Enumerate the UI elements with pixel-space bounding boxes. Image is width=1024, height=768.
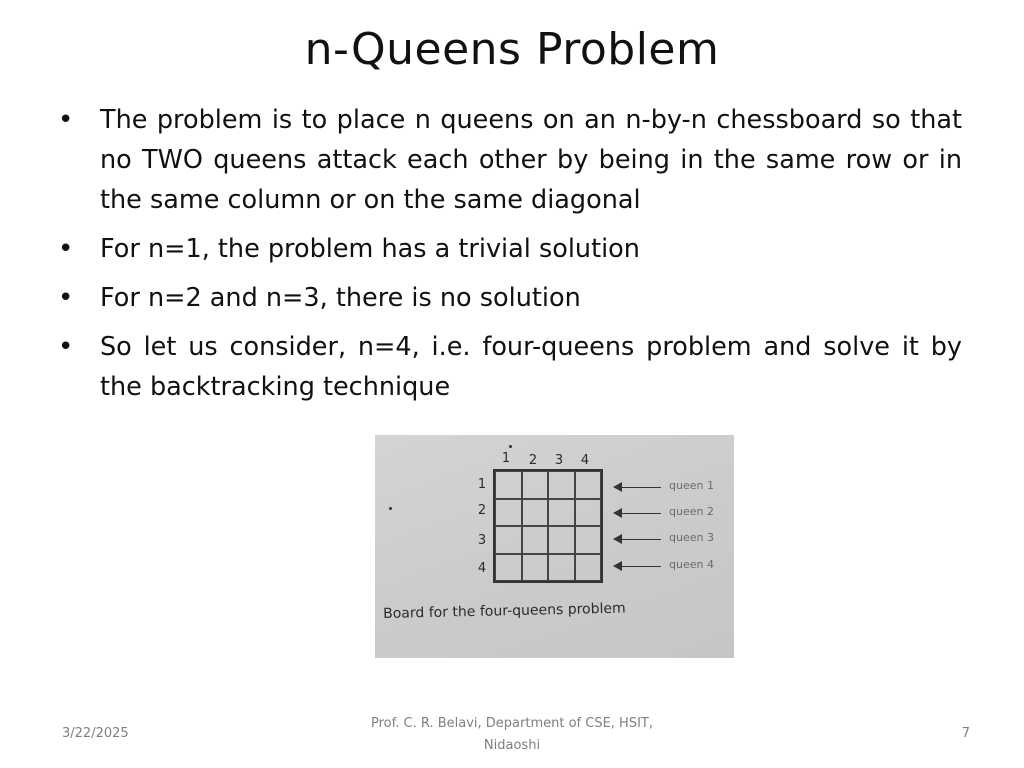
board-cell <box>548 526 575 554</box>
slide-title: n-Queens Problem <box>304 24 720 75</box>
board-cell <box>522 554 549 582</box>
left-arrow-icon <box>615 513 661 514</box>
footer-credit-line-2: Nidaoshi <box>483 738 541 753</box>
row-label-4: 4 <box>477 561 487 576</box>
speck-dot <box>509 445 512 448</box>
figure-caption: Board for the four-queens problem <box>383 600 626 622</box>
footer-credit <box>340 713 684 757</box>
queen-label-3: queen 3 <box>669 531 714 544</box>
bullet-list <box>56 100 962 416</box>
footer-date: 3/22/2025 <box>62 726 129 741</box>
board-cell <box>495 499 522 527</box>
board-cell <box>522 499 549 527</box>
board-cell <box>522 526 549 554</box>
board-cell <box>495 526 522 554</box>
board-cell <box>548 554 575 582</box>
queen-label-1: queen 1 <box>669 479 714 492</box>
four-queens-board-figure <box>375 435 734 658</box>
board-cell <box>495 471 522 499</box>
column-label-2: 2 <box>528 453 538 468</box>
row-label-2: 2 <box>477 503 487 518</box>
column-label-4: 4 <box>580 453 590 468</box>
board-cell <box>575 499 602 527</box>
chessboard-grid <box>493 469 603 583</box>
bullet-n4: • So let us consider, n=4, i.e. four-queens problem and solve it by the backtracking technique <box>56 327 962 407</box>
footer-credit-line-1: Prof. C. R. Belavi, Department of CSE, HSIT, <box>371 716 653 731</box>
board-cell <box>548 471 575 499</box>
left-arrow-icon <box>615 539 661 540</box>
column-label-3: 3 <box>554 453 564 468</box>
board-cell <box>575 526 602 554</box>
board-cell <box>522 471 549 499</box>
bullet-n1: • For n=1, the problem has a trivial solution <box>56 229 962 269</box>
board-cell <box>575 554 602 582</box>
column-label-1: 1 <box>501 451 511 466</box>
left-arrow-icon <box>615 487 661 488</box>
board-cell <box>575 471 602 499</box>
row-label-1: 1 <box>477 477 487 492</box>
page-number: 7 <box>961 726 970 741</box>
queen-label-4: queen 4 <box>669 558 714 571</box>
queen-label-2: queen 2 <box>669 505 714 518</box>
board-cell <box>495 554 522 582</box>
row-label-3: 3 <box>477 533 487 548</box>
speck-dot <box>389 507 392 510</box>
bullet-n2-n3: • For n=2 and n=3, there is no solution <box>56 278 962 318</box>
board-cell <box>548 499 575 527</box>
bullet-problem-definition: • The problem is to place n queens on an n-by-n chessboard so that no TWO queens attack each other by being in the same row or in the same column or on the same diagonal <box>56 100 962 220</box>
left-arrow-icon <box>615 566 661 567</box>
